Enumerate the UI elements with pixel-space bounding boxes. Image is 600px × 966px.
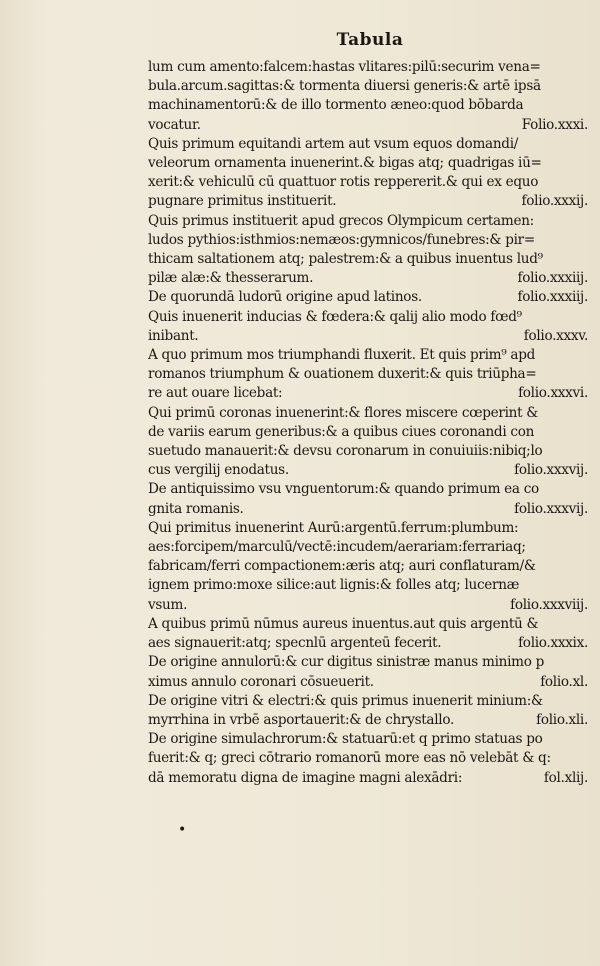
entry-line: A quo primum mos triumphandi fluxerit. Et quis prim⁹ apd <box>148 347 536 364</box>
entry-line-text: pilæ alæ:& thesserarum. <box>148 270 314 287</box>
folio-reference: folio.xxxiij. <box>517 270 588 287</box>
index-entry <box>148 58 596 135</box>
index-entry <box>148 480 596 518</box>
entry-line: bula.arcum.sagittas:& tormenta diuersi generis:& artē ipsā <box>148 78 541 95</box>
entry-line: A quibus primū nūmus aureus inuentus.aut quis argentū & <box>148 615 539 632</box>
index-entry <box>148 692 596 730</box>
entry-line-text: gnita romanis. <box>148 500 244 517</box>
entry-line: aes:forcipem/marculū/vectē:incudem/aerariam:ferrariaq; <box>148 539 526 556</box>
entry-line: Quis inuenerit inducias & fœdera:& qalij alio modo fœd⁹ <box>148 308 522 325</box>
running-head <box>0 30 600 50</box>
entry-line: ignem primo:moxe silice:aut lignis:& folles atq; lucernæ <box>148 577 520 594</box>
entry-last-line <box>148 384 596 403</box>
entry-last-line <box>148 288 596 307</box>
index-entry <box>148 212 596 289</box>
folio-reference: Folio.xxxi. <box>521 116 588 133</box>
entry-line: fuerit:& q; greci cōtrario romanorū more eas nō velebāt & q: <box>148 750 551 767</box>
entry-last-line <box>148 269 596 288</box>
index-entry <box>148 346 596 404</box>
folio-reference: folio.xxxviij. <box>510 596 588 613</box>
entry-line: veleorum ornamenta inuenerint.& bigas atq; quadrigas iū= <box>148 155 542 172</box>
entry-last-line <box>148 327 596 346</box>
index-entry <box>148 653 596 691</box>
folio-reference: folio.xl. <box>540 673 588 690</box>
folio-reference: folio.xli. <box>536 711 588 728</box>
index-entry <box>148 288 596 307</box>
entry-line-text: vocatur. <box>148 116 201 133</box>
folio-reference: folio.xxxv. <box>523 327 588 344</box>
entry-last-line <box>148 769 596 788</box>
folio-reference: folio.xxxvij. <box>514 462 588 479</box>
index-entry <box>148 730 596 788</box>
entry-line-text: dā memoratu digna de imagine magni alexādri: <box>148 769 463 786</box>
entry-line: xerit:& vehiculū cū quattuor rotis reppererit.& qui ex equo <box>148 174 539 191</box>
index-entry <box>148 615 596 653</box>
entry-last-line <box>148 116 596 135</box>
entry-line: thicam saltationem atq; palestrem:& a quibus inuentus lud⁹ <box>148 251 543 268</box>
entry-line-text: inibant. <box>148 327 199 344</box>
index-entry <box>148 135 596 212</box>
index-entry <box>148 519 596 615</box>
entry-line-text: myrrhina in vrbē asportauerit:& de chrystallo. <box>148 711 454 728</box>
folio-reference: folio.xxxvi. <box>518 385 588 402</box>
index-entry <box>148 404 596 481</box>
entry-last-line <box>148 192 596 211</box>
folio-reference: folio.xxxiij. <box>517 289 588 306</box>
entry-line: De origine annulorū:& cur digitus sinistræ manus minimo p <box>148 654 545 671</box>
entry-last-line <box>148 711 596 730</box>
entry-line: fabricam/ferri compactionem:æris atq; auri conflaturam/& <box>148 558 536 575</box>
entry-line-text: pugnare primitus instituerit. <box>148 193 337 210</box>
entry-line-text: cus vergilij enodatus. <box>148 462 289 479</box>
entry-line: suetudo manauerit:& devsu coronarum in conuiuiis:nibiq;lo <box>148 443 543 460</box>
entry-line: Qui primitus inuenerint Aurū:argentū.ferrum:plumbum: <box>148 519 519 536</box>
entry-last-line <box>148 461 596 480</box>
entry-line: de variis earum generibus:& a quibus ciues coronandi con <box>148 423 535 440</box>
entry-line: ludos pythios:isthmios:nemæos:gymnicos/funebres:& pir= <box>148 231 535 248</box>
folio-reference: fol.xlij. <box>543 769 588 786</box>
entry-last-line <box>148 596 596 615</box>
entry-line-text: vsum. <box>148 596 188 613</box>
entry-last-line <box>148 634 596 653</box>
entry-line-text: De quorundā ludorū origine apud latinos. <box>148 289 422 306</box>
entry-line: Quis primus instituerit apud grecos Olympicum certamen: <box>148 212 534 229</box>
stray-mark: • <box>178 822 187 838</box>
entry-line: Qui primū coronas inuenerint:& flores miscere cœperint & <box>148 404 539 421</box>
entry-line-text: re aut ouare licebat: <box>148 385 283 402</box>
entry-line: De origine vitri & electri:& quis primus inuenerit minium:& <box>148 692 543 709</box>
entry-line: lum cum amento:falcem:hastas vlitares:pilū:securim vena= <box>148 59 541 75</box>
folio-reference: folio.xxxix. <box>518 635 588 652</box>
entry-line-text: aes signauerit:atq; specnlū argenteū fecerit. <box>148 635 442 652</box>
entry-line: De origine simulachrorum:& statuarū:et q primo statuas po <box>148 731 543 748</box>
page-title: Tabula <box>336 30 404 50</box>
entry-line: machinamentorū:& de illo tormento æneo:quod bōbarda <box>148 97 524 114</box>
entry-last-line <box>148 673 596 692</box>
index-table <box>148 58 596 788</box>
folio-reference: folio.xxxij. <box>521 193 588 210</box>
entry-line: De antiquissimo vsu vnguentorum:& quando primum ea co <box>148 481 539 498</box>
entry-last-line <box>148 500 596 519</box>
entry-line-text: ximus annulo coronari cōsueuerit. <box>148 673 374 690</box>
entry-line: romanos triumphum & ouationem duxerit:& quis triūpha= <box>148 366 537 383</box>
folio-reference: folio.xxxvij. <box>514 500 588 517</box>
index-entry <box>148 308 596 346</box>
entry-line: Quis primum equitandi artem aut vsum equos domandi/ <box>148 135 519 152</box>
